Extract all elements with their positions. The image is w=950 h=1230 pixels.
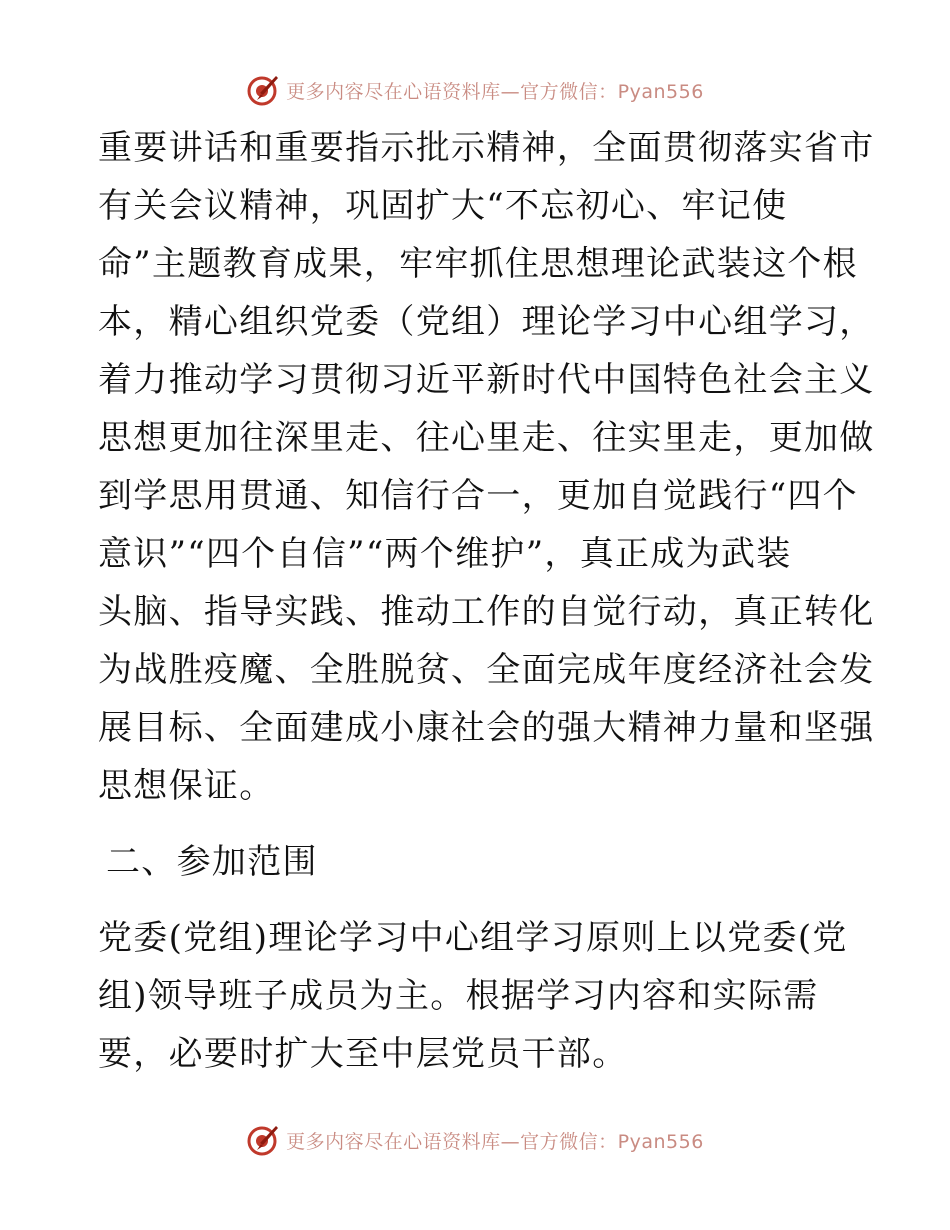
section-heading: 二、参加范围: [106, 842, 318, 882]
paragraph-line: 要，必要时扩大至中层党员干部。: [98, 1034, 628, 1074]
paragraph-line: 到学思用贯通、知信行合一，更加自觉践行“四个: [98, 476, 858, 516]
header-watermark: [0, 70, 950, 110]
paragraph-line: 思想更加往深里走、往心里走、往实里走，更加做: [98, 418, 875, 458]
paragraph-line: 展目标、全面建成小康社会的强大精神力量和坚强: [98, 708, 875, 748]
quill-seal-icon: [246, 73, 280, 107]
paragraph-line: 本，精心组织党委（党组）理论学习中心组学习，: [98, 302, 875, 342]
paragraph-line: 意识”“四个自信”“两个维护”，真正成为武装: [98, 534, 792, 574]
watermark-text: 更多内容尽在心语资料库—官方微信：Pyan556: [286, 80, 704, 103]
watermark-text: 更多内容尽在心语资料库—官方微信：Pyan556: [286, 1130, 704, 1153]
paragraph-line: 头脑、指导实践、推动工作的自觉行动，真正转化: [98, 592, 875, 632]
paragraph-line: 为战胜疫魔、全胜脱贫、全面完成年度经济社会发: [98, 650, 875, 690]
paragraph-line: 思想保证。: [98, 766, 275, 806]
quill-seal-icon: [246, 1123, 280, 1157]
paragraph-line: 着力推动学习贯彻习近平新时代中国特色社会主义: [98, 360, 875, 400]
footer-watermark: [0, 1120, 950, 1160]
paragraph-line: 命”主题教育成果，牢牢抓住思想理论武装这个根: [98, 244, 858, 284]
paragraph-line: 党委(党组)理论学习中心组学习原则上以党委(党: [98, 918, 848, 958]
paragraph-line: 有关会议精神，巩固扩大“不忘初心、牢记使: [98, 186, 788, 226]
paragraph-line: 组)领导班子成员为主。根据学习内容和实际需: [98, 976, 819, 1016]
paragraph-line: 重要讲话和重要指示批示精神，全面贯彻落实省市: [98, 128, 875, 168]
